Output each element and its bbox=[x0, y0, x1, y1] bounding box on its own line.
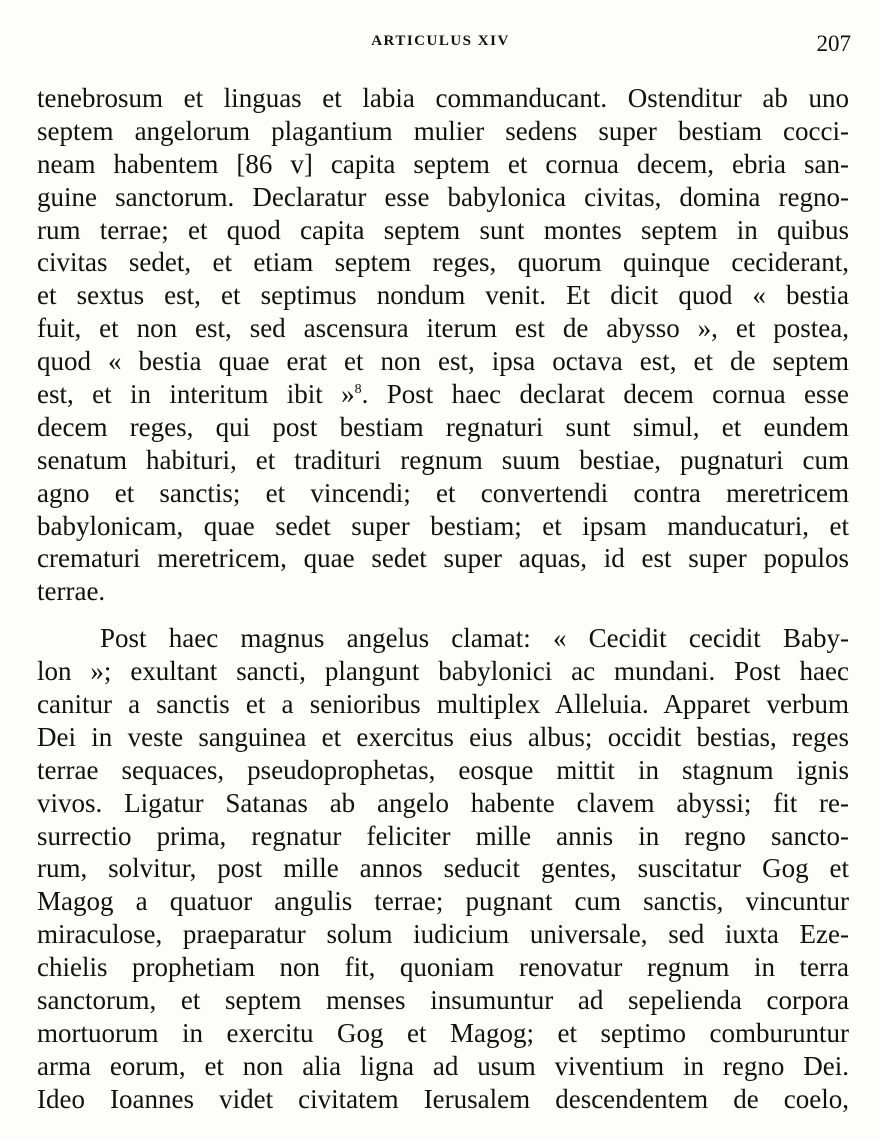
paragraph-gap bbox=[37, 608, 849, 622]
text-line: miraculose, praeparatur solum iudicium universale, sed iuxta Eze- bbox=[37, 919, 849, 950]
text-line: senatum habituri, et tradituri regnum suum bestiae, pugnaturi cum bbox=[37, 444, 849, 475]
text-line: sanctorum, et septem menses insumuntur ad sepelienda corpora bbox=[37, 985, 849, 1016]
text-line: surrectio prima, regnatur feliciter mille annis in regno sancto- bbox=[37, 820, 849, 851]
text-line: canitur a sanctis et a senioribus multiplex Alleluia. Apparet verbum bbox=[37, 689, 849, 720]
text-line: civitas sedet, et etiam septem reges, quorum quinque ceciderant, bbox=[37, 247, 849, 278]
text-line: decem reges, qui post bestiam regnaturi sunt simul, et eundem bbox=[37, 411, 849, 442]
body-text bbox=[37, 82, 849, 1116]
line-text-after-note: . Post haec declarat decem cornua esse bbox=[361, 379, 849, 410]
text-line: neam habentem [86 v] capita septem et cornua decem, ebria san- bbox=[37, 148, 849, 179]
text-line: mortuorum in exercitu Gog et Magog; et septimo comburuntur bbox=[37, 1017, 849, 1048]
text-line: arma eorum, et non alia ligna ad usum viventium in regno Dei. bbox=[37, 1050, 849, 1081]
text-line: terrae. bbox=[37, 576, 106, 607]
running-title: ARTICULUS XIV bbox=[371, 33, 510, 49]
text-line: agno et sanctis; et vincendi; et convertendi contra meretricem bbox=[37, 477, 849, 508]
text-line: quod « bestia quae erat et non est, ipsa octava est, et de septem bbox=[37, 346, 849, 377]
text-line: terrae sequaces, pseudoprophetas, eosque mittit in stagnum ignis bbox=[37, 754, 849, 785]
text-line: guine sanctorum. Declaratur esse babylonica civitas, domina regno- bbox=[37, 181, 849, 212]
text-line: rum, solvitur, post mille annos seducit gentes, suscitatur Gog et bbox=[37, 853, 849, 884]
paragraph-1 bbox=[37, 82, 849, 608]
page-number: 207 bbox=[816, 31, 851, 56]
text-line: Magog a quatuor angulis terrae; pugnant cum sanctis, vincuntur bbox=[37, 886, 849, 917]
line-text-before-note: est, et in interitum ibit » bbox=[37, 379, 355, 410]
text-line: lon »; exultant sancti, plangunt babylonici ac mundani. Post haec bbox=[37, 656, 849, 687]
text-line: babylonicam, quae sedet super bestiam; et ipsam manducaturi, et bbox=[37, 510, 849, 541]
text-line: Post haec magnus angelus clamat: « Cecidit cecidit Baby- bbox=[100, 623, 849, 654]
text-line: crematuri meretricem, quae sedet super aquas, id est super populos bbox=[37, 543, 849, 574]
text-line-with-footnote bbox=[37, 378, 849, 411]
text-line: rum terrae; et quod capita septem sunt montes septem in quibus bbox=[37, 214, 849, 245]
footnote-marker: 8 bbox=[354, 382, 362, 398]
text-line: vivos. Ligatur Satanas ab angelo habente clavem abyssi; fit re- bbox=[37, 787, 849, 818]
paragraph-2 bbox=[37, 622, 849, 1115]
text-line: septem angelorum plagantium mulier sedens super bestiam cocci- bbox=[37, 115, 849, 146]
text-line: Ideo Ioannes videt civitatem Ierusalem descendentem de coelo, bbox=[37, 1083, 849, 1114]
text-line: fuit, et non est, sed ascensura iterum est de abysso », et postea, bbox=[37, 313, 849, 344]
text-line: tenebrosum et linguas et labia commanducant. Ostenditur ab uno bbox=[37, 83, 849, 113]
text-line: et sextus est, et septimus nondum venit. Et dicit quod « bestia bbox=[37, 280, 849, 311]
text-line: Dei in veste sanguinea et exercitus eius albus; occidit bestias, reges bbox=[37, 721, 849, 752]
text-line: chielis prophetiam non fit, quoniam renovatur regnum in terra bbox=[37, 952, 849, 983]
